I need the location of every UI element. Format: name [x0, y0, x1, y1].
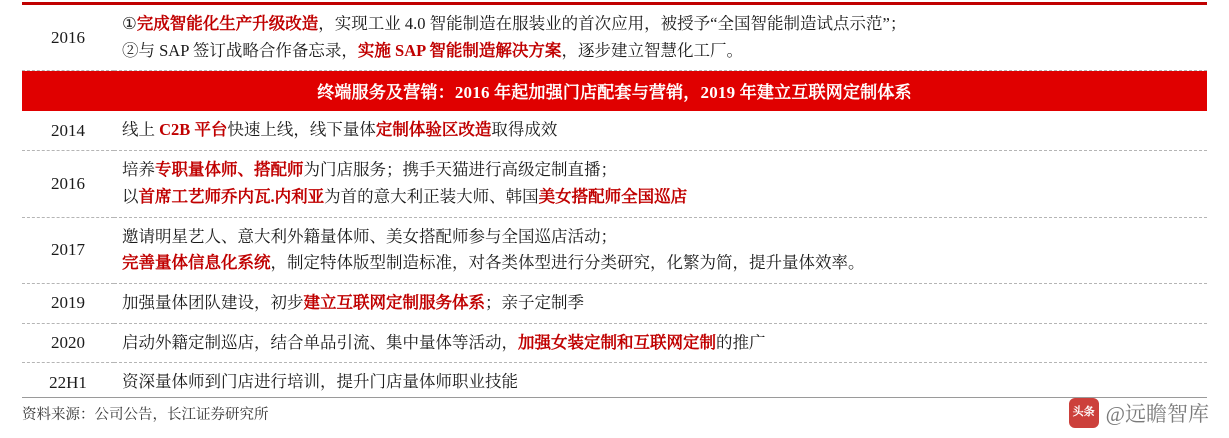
row-line — [122, 369, 1203, 396]
text-run-highlight: 建立互联网定制服务体系 — [303, 293, 485, 313]
row-line — [122, 250, 1203, 277]
text-run: ②与 SAP 签订战略合作备忘录， — [122, 40, 358, 60]
text-run: 加强量体团队建设，初步 — [122, 293, 304, 313]
row-content — [114, 111, 1207, 150]
text-run-highlight: 完善量体信息化系统 — [122, 253, 271, 273]
table-row — [22, 217, 1207, 283]
source-note: 资料来源：公司公告，长江证券研究所 — [22, 407, 269, 423]
text-run: 为首的意大利正装大师、韩国 — [324, 186, 539, 206]
text-run: 取得成效 — [491, 120, 558, 140]
text-run: 资深量体师到门店进行培训，提升门店量体师职业技能 — [122, 372, 518, 392]
text-run-highlight: 专职量体师、搭配师 — [155, 160, 304, 180]
watermark — [1069, 398, 1209, 428]
text-run: ① — [122, 14, 137, 33]
text-run: ，实现工业 4.0 智能制造在服装业的首次应用，被授予“全国智能制造试点示范”； — [318, 14, 907, 33]
text-run: 以 — [122, 186, 139, 206]
text-run: 启动外籍定制巡店，结合单品引流、集中量体等活动， — [122, 332, 518, 352]
watermark-label: @远瞻智库 — [1105, 402, 1209, 426]
row-line — [122, 157, 1203, 184]
text-run: ，逐步建立智慧化工厂。 — [561, 40, 743, 60]
text-run-highlight: 加强女装定制和互联网定制 — [518, 332, 716, 352]
text-run: ；亲子定制季 — [485, 293, 584, 313]
row-year: 2014 — [22, 111, 114, 150]
row-content — [114, 284, 1207, 324]
row-content — [114, 5, 1207, 71]
section-banner-row — [22, 71, 1207, 112]
text-run-highlight: 定制体验区改造 — [375, 120, 492, 140]
table-row — [22, 151, 1207, 217]
text-run: 邀请明星艺人、意大利外籍量体师、美女搭配师参与全国巡店活动； — [122, 226, 617, 246]
row-content — [114, 323, 1207, 363]
row-line — [122, 38, 1203, 65]
text-run: 为门店服务；携手天猫进行高级定制直播； — [303, 160, 617, 180]
text-run-highlight: 美女搭配师全国巡店 — [538, 186, 688, 206]
text-run: ，制定特体版型制造标准，对各类体型进行分类研究，化繁为简，提升量体效率。 — [270, 253, 865, 273]
table-row — [22, 323, 1207, 363]
row-line — [122, 184, 1203, 211]
table-row — [22, 5, 1207, 71]
text-run: 培养 — [122, 160, 155, 180]
row-line — [122, 117, 1203, 144]
table-row — [22, 111, 1207, 150]
row-line — [122, 330, 1203, 357]
text-run: 线上 — [122, 120, 160, 140]
row-year: 2019 — [22, 284, 114, 324]
toutiao-badge-icon: 头条 — [1069, 398, 1099, 428]
row-year: 2016 — [22, 5, 114, 71]
section-banner-text: 终端服务及营销：2016 年起加强门店配套与营销，2019 年建立互联网定制体系 — [317, 83, 912, 103]
row-year: 2016 — [22, 151, 114, 217]
row-content — [114, 217, 1207, 283]
timeline-table — [22, 5, 1207, 402]
text-run: 的推广 — [716, 332, 766, 352]
row-year: 2020 — [22, 323, 114, 363]
text-run-highlight: 完成智能化生产升级改造 — [136, 14, 319, 33]
row-line — [122, 11, 1203, 38]
row-year: 22H1 — [49, 372, 87, 392]
text-run-highlight: 实施 SAP 智能制造解决方案 — [357, 40, 562, 60]
text-run-highlight: C2B 平台 — [159, 120, 228, 140]
table-row — [22, 284, 1207, 324]
row-content — [114, 151, 1207, 217]
row-line — [122, 290, 1203, 317]
table-bottom-rule — [22, 397, 1207, 398]
row-year: 2017 — [22, 217, 114, 283]
table-body — [22, 5, 1207, 402]
row-line — [122, 224, 1203, 251]
text-run: 快速上线，线下量体 — [227, 120, 376, 140]
section-banner-cell — [22, 71, 1207, 112]
text-run-highlight: 首席工艺师乔内瓦.内利亚 — [138, 186, 325, 206]
